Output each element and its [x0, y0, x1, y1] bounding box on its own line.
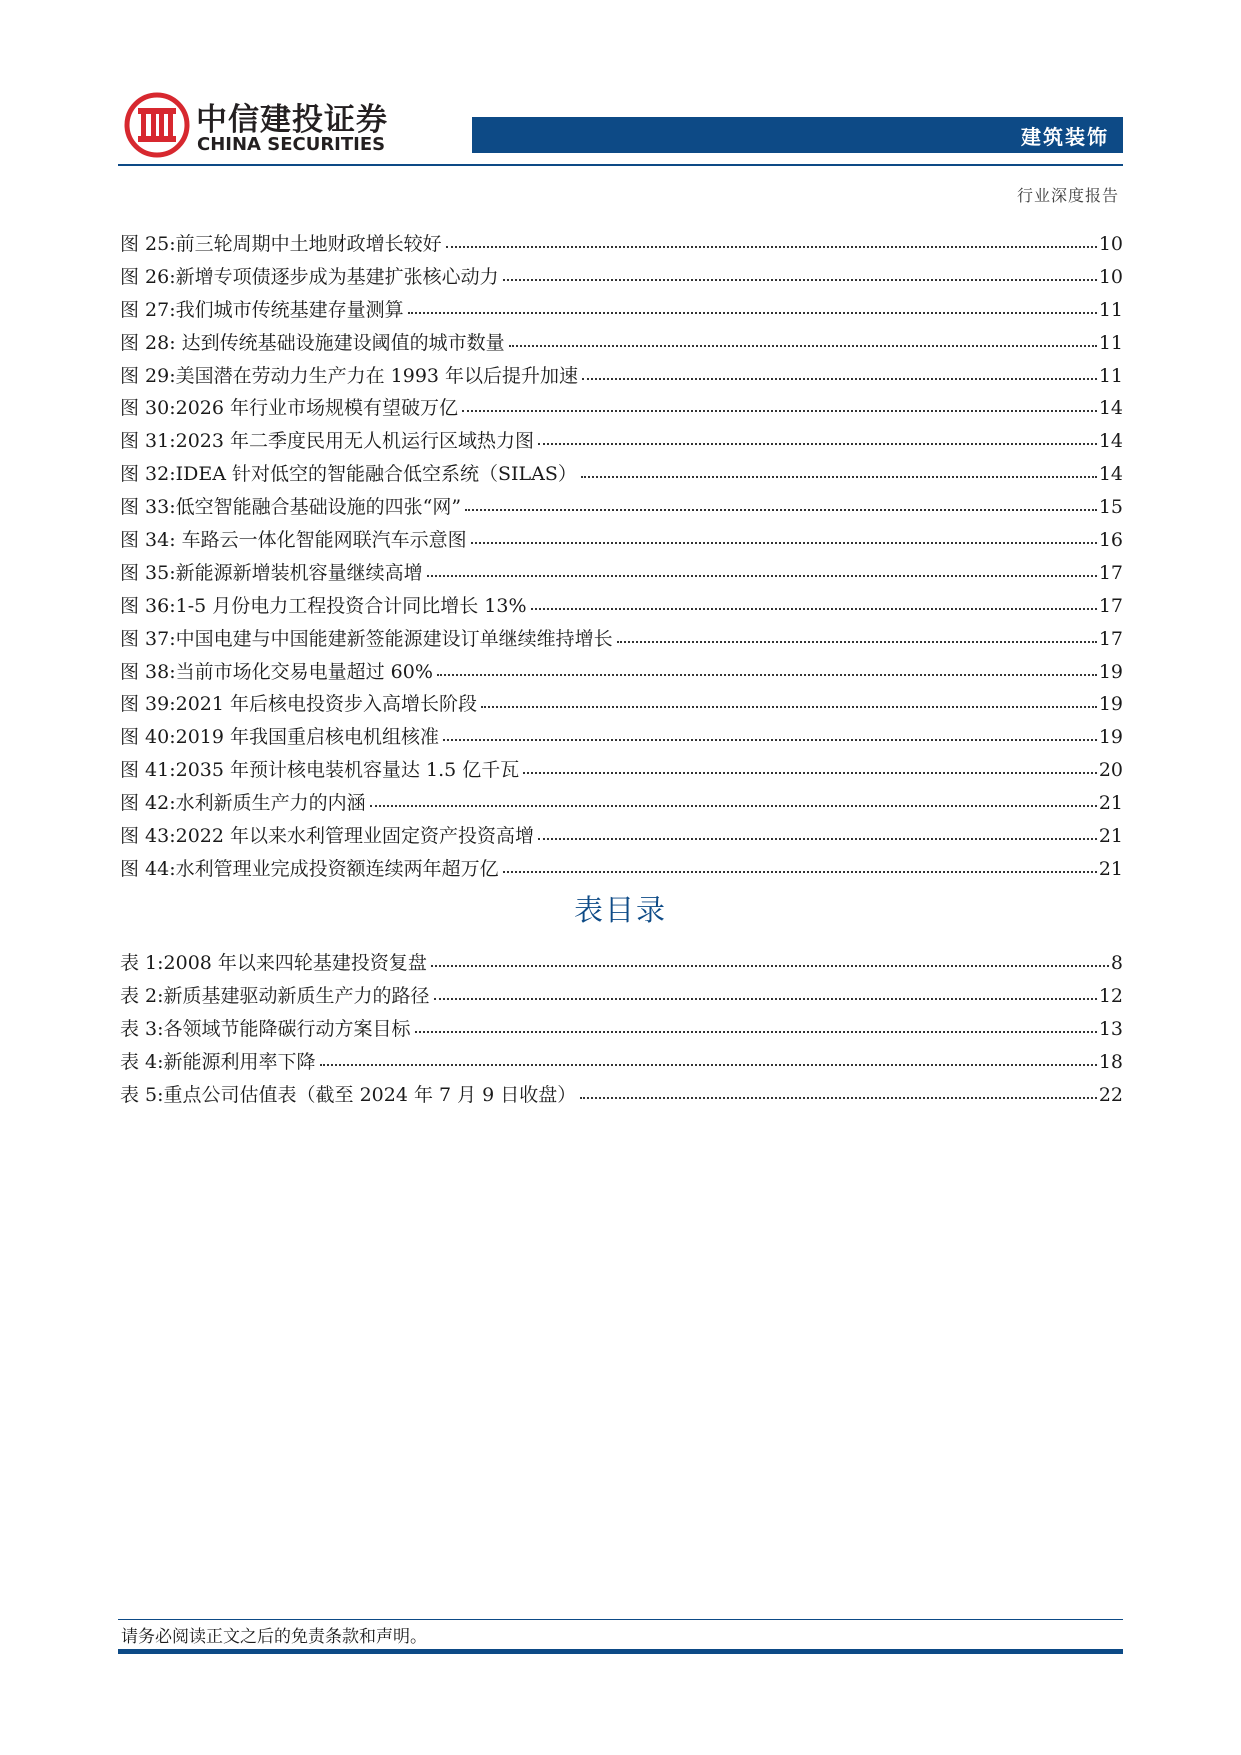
toc-leader-dots — [580, 1096, 1097, 1099]
toc-table-row[interactable] — [120, 1079, 1123, 1112]
toc-leader-dots — [581, 475, 1097, 478]
toc-figure-row[interactable] — [120, 327, 1123, 360]
toc-page-number: 21 — [1098, 792, 1123, 815]
toc-page-number: 13 — [1098, 1017, 1123, 1040]
toc-page-number: 16 — [1098, 529, 1123, 552]
toc-entry-label: 图 44:水利管理业完成投资额连续两年超万亿 — [120, 857, 499, 880]
toc-figure-row[interactable] — [120, 590, 1123, 623]
toc-entry-label: 图 37:中国电建与中国能建新签能源建设订单继续维持增长 — [120, 627, 613, 650]
toc-figure-row[interactable] — [120, 491, 1123, 524]
toc-entry-label: 图 33:低空智能融合基础设施的四张“网” — [120, 496, 462, 519]
toc-leader-dots — [446, 245, 1097, 248]
toc-leader-dots — [503, 278, 1097, 281]
table-list — [120, 947, 1123, 1111]
toc-leader-dots — [481, 705, 1097, 708]
toc-leader-dots — [538, 442, 1097, 445]
toc-leader-dots — [431, 964, 1109, 967]
toc-entry-label: 表 5:重点公司估值表（截至 2024 年 7 月 9 日收盘） — [120, 1083, 577, 1106]
toc-figure-row[interactable] — [120, 458, 1123, 491]
toc-leader-dots — [427, 574, 1097, 577]
toc-leader-dots — [538, 837, 1097, 840]
toc-leader-dots — [531, 607, 1097, 610]
toc-figure-row[interactable] — [120, 656, 1123, 689]
toc-page-number: 10 — [1098, 265, 1123, 288]
toc-table-row[interactable] — [120, 1046, 1123, 1079]
toc-entry-label: 图 38:当前市场化交易电量超过 60% — [120, 660, 433, 683]
toc-entry-label: 图 43:2022 年以来水利管理业固定资产投资高增 — [120, 825, 535, 848]
report-type-label: 行业深度报告 — [1016, 186, 1119, 205]
toc-entry-label: 图 27:我们城市传统基建存量测算 — [120, 298, 404, 321]
toc-leader-dots — [465, 508, 1097, 511]
toc-table-row[interactable] — [120, 1013, 1123, 1046]
toc-entry-label: 图 39:2021 年后核电投资步入高增长阶段 — [120, 693, 478, 716]
toc-entry-label: 表 4:新能源利用率下降 — [120, 1050, 316, 1073]
logo-english-name: CHINA SECURITIES — [197, 134, 386, 155]
toc-page-number: 8 — [1110, 952, 1123, 974]
tables-section-title: 表目录 — [573, 893, 667, 927]
toc-page-number: 19 — [1098, 726, 1123, 749]
toc-figure-row[interactable] — [120, 392, 1123, 425]
toc-figure-row[interactable] — [120, 853, 1123, 886]
toc-page-number: 18 — [1098, 1050, 1123, 1073]
toc-figure-row[interactable] — [120, 524, 1123, 557]
toc-entry-label: 图 36:1-5 月份电力工程投资合计同比增长 13% — [120, 594, 527, 617]
toc-entry-label: 图 35:新能源新增装机容量继续高增 — [120, 561, 423, 584]
toc-figure-row[interactable] — [120, 623, 1123, 656]
toc-leader-dots — [462, 409, 1097, 412]
toc-table-row[interactable] — [120, 980, 1123, 1013]
toc-entry-label: 图 32:IDEA 针对低空的智能融合低空系统（SILAS） — [120, 463, 577, 486]
toc-page-number: 19 — [1098, 693, 1123, 716]
footer-bar — [118, 1649, 1123, 1654]
toc-entry-label: 表 1:2008 年以来四轮基建投资复盘 — [120, 952, 427, 974]
toc-entry-label: 表 2:新质基建驱动新质生产力的路径 — [120, 984, 430, 1007]
toc-entry-label: 图 25:前三轮周期中土地财政增长较好 — [120, 233, 442, 255]
toc-page-number: 17 — [1098, 594, 1123, 617]
toc-leader-dots — [437, 673, 1097, 676]
toc-page-number: 17 — [1098, 561, 1123, 584]
toc-page-number: 19 — [1098, 660, 1123, 683]
china-securities-logo-icon — [124, 92, 190, 158]
toc-leader-dots — [582, 377, 1097, 380]
toc-figure-row[interactable] — [120, 820, 1123, 853]
toc-page-number: 22 — [1098, 1083, 1123, 1106]
toc-entry-label: 图 41:2035 年预计核电装机容量达 1.5 亿千瓦 — [120, 759, 520, 782]
toc-figure-row[interactable] — [120, 754, 1123, 787]
toc-entry-label: 图 29:美国潜在劳动力生产力在 1993 年以后提升加速 — [120, 364, 579, 387]
toc-leader-dots — [320, 1063, 1097, 1066]
toc-leader-dots — [408, 311, 1097, 314]
toc-page-number: 11 — [1098, 298, 1123, 321]
figure-list — [120, 228, 1123, 886]
toc-page-number: 10 — [1098, 233, 1123, 255]
toc-leader-dots — [434, 997, 1097, 1000]
sector-label: 建筑装饰 — [1021, 125, 1109, 149]
company-logo — [124, 92, 404, 160]
header-divider — [118, 164, 1123, 166]
toc-leader-dots — [370, 804, 1097, 807]
toc-leader-dots — [471, 541, 1097, 544]
toc-figure-row[interactable] — [120, 688, 1123, 721]
toc-page-number: 14 — [1098, 463, 1123, 486]
toc-figure-row[interactable] — [120, 261, 1123, 294]
toc-entry-label: 图 30:2026 年行业市场规模有望破万亿 — [120, 397, 459, 420]
toc-figure-row[interactable] — [120, 228, 1123, 261]
toc-entry-label: 图 42:水利新质生产力的内涵 — [120, 792, 366, 815]
toc-page-number: 21 — [1098, 857, 1123, 880]
toc-figure-row[interactable] — [120, 787, 1123, 820]
toc-leader-dots — [503, 870, 1097, 873]
toc-leader-dots — [617, 640, 1097, 643]
toc-leader-dots — [509, 344, 1097, 347]
toc-leader-dots — [523, 771, 1097, 774]
toc-page-number: 11 — [1098, 364, 1123, 387]
toc-figure-row[interactable] — [120, 721, 1123, 754]
toc-entry-label: 图 28: 达到传统基础设施建设阈值的城市数量 — [120, 331, 505, 354]
toc-entry-label: 图 26:新增专项债逐步成为基建扩张核心动力 — [120, 265, 499, 288]
footer-disclaimer: 请务必阅读正文之后的免责条款和声明。 — [121, 1627, 427, 1647]
toc-entry-label: 图 34: 车路云一体化智能网联汽车示意图 — [120, 529, 467, 552]
toc-figure-row[interactable] — [120, 425, 1123, 458]
toc-leader-dots — [415, 1030, 1097, 1033]
toc-page-number: 12 — [1098, 984, 1123, 1007]
toc-page-number: 14 — [1098, 397, 1123, 420]
toc-figure-row[interactable] — [120, 360, 1123, 393]
toc-figure-row[interactable] — [120, 294, 1123, 327]
header-sector-bar — [472, 117, 1123, 153]
toc-page-number: 11 — [1098, 331, 1123, 354]
toc-table-row[interactable] — [120, 947, 1123, 980]
toc-page-number: 21 — [1098, 825, 1123, 848]
toc-leader-dots — [443, 738, 1097, 741]
toc-page-number: 14 — [1098, 430, 1123, 453]
toc-entry-label: 图 31:2023 年二季度民用无人机运行区域热力图 — [120, 430, 535, 453]
toc-page-number: 15 — [1098, 496, 1123, 519]
logo-chinese-name: 中信建投证券 — [196, 102, 388, 138]
toc-entry-label: 图 40:2019 年我国重启核电机组核准 — [120, 726, 440, 749]
toc-entry-label: 表 3:各领域节能降碳行动方案目标 — [120, 1017, 411, 1040]
toc-figure-row[interactable] — [120, 557, 1123, 590]
toc-page-number: 17 — [1098, 627, 1123, 650]
footer-divider — [118, 1619, 1123, 1620]
toc-page-number: 20 — [1098, 759, 1123, 782]
